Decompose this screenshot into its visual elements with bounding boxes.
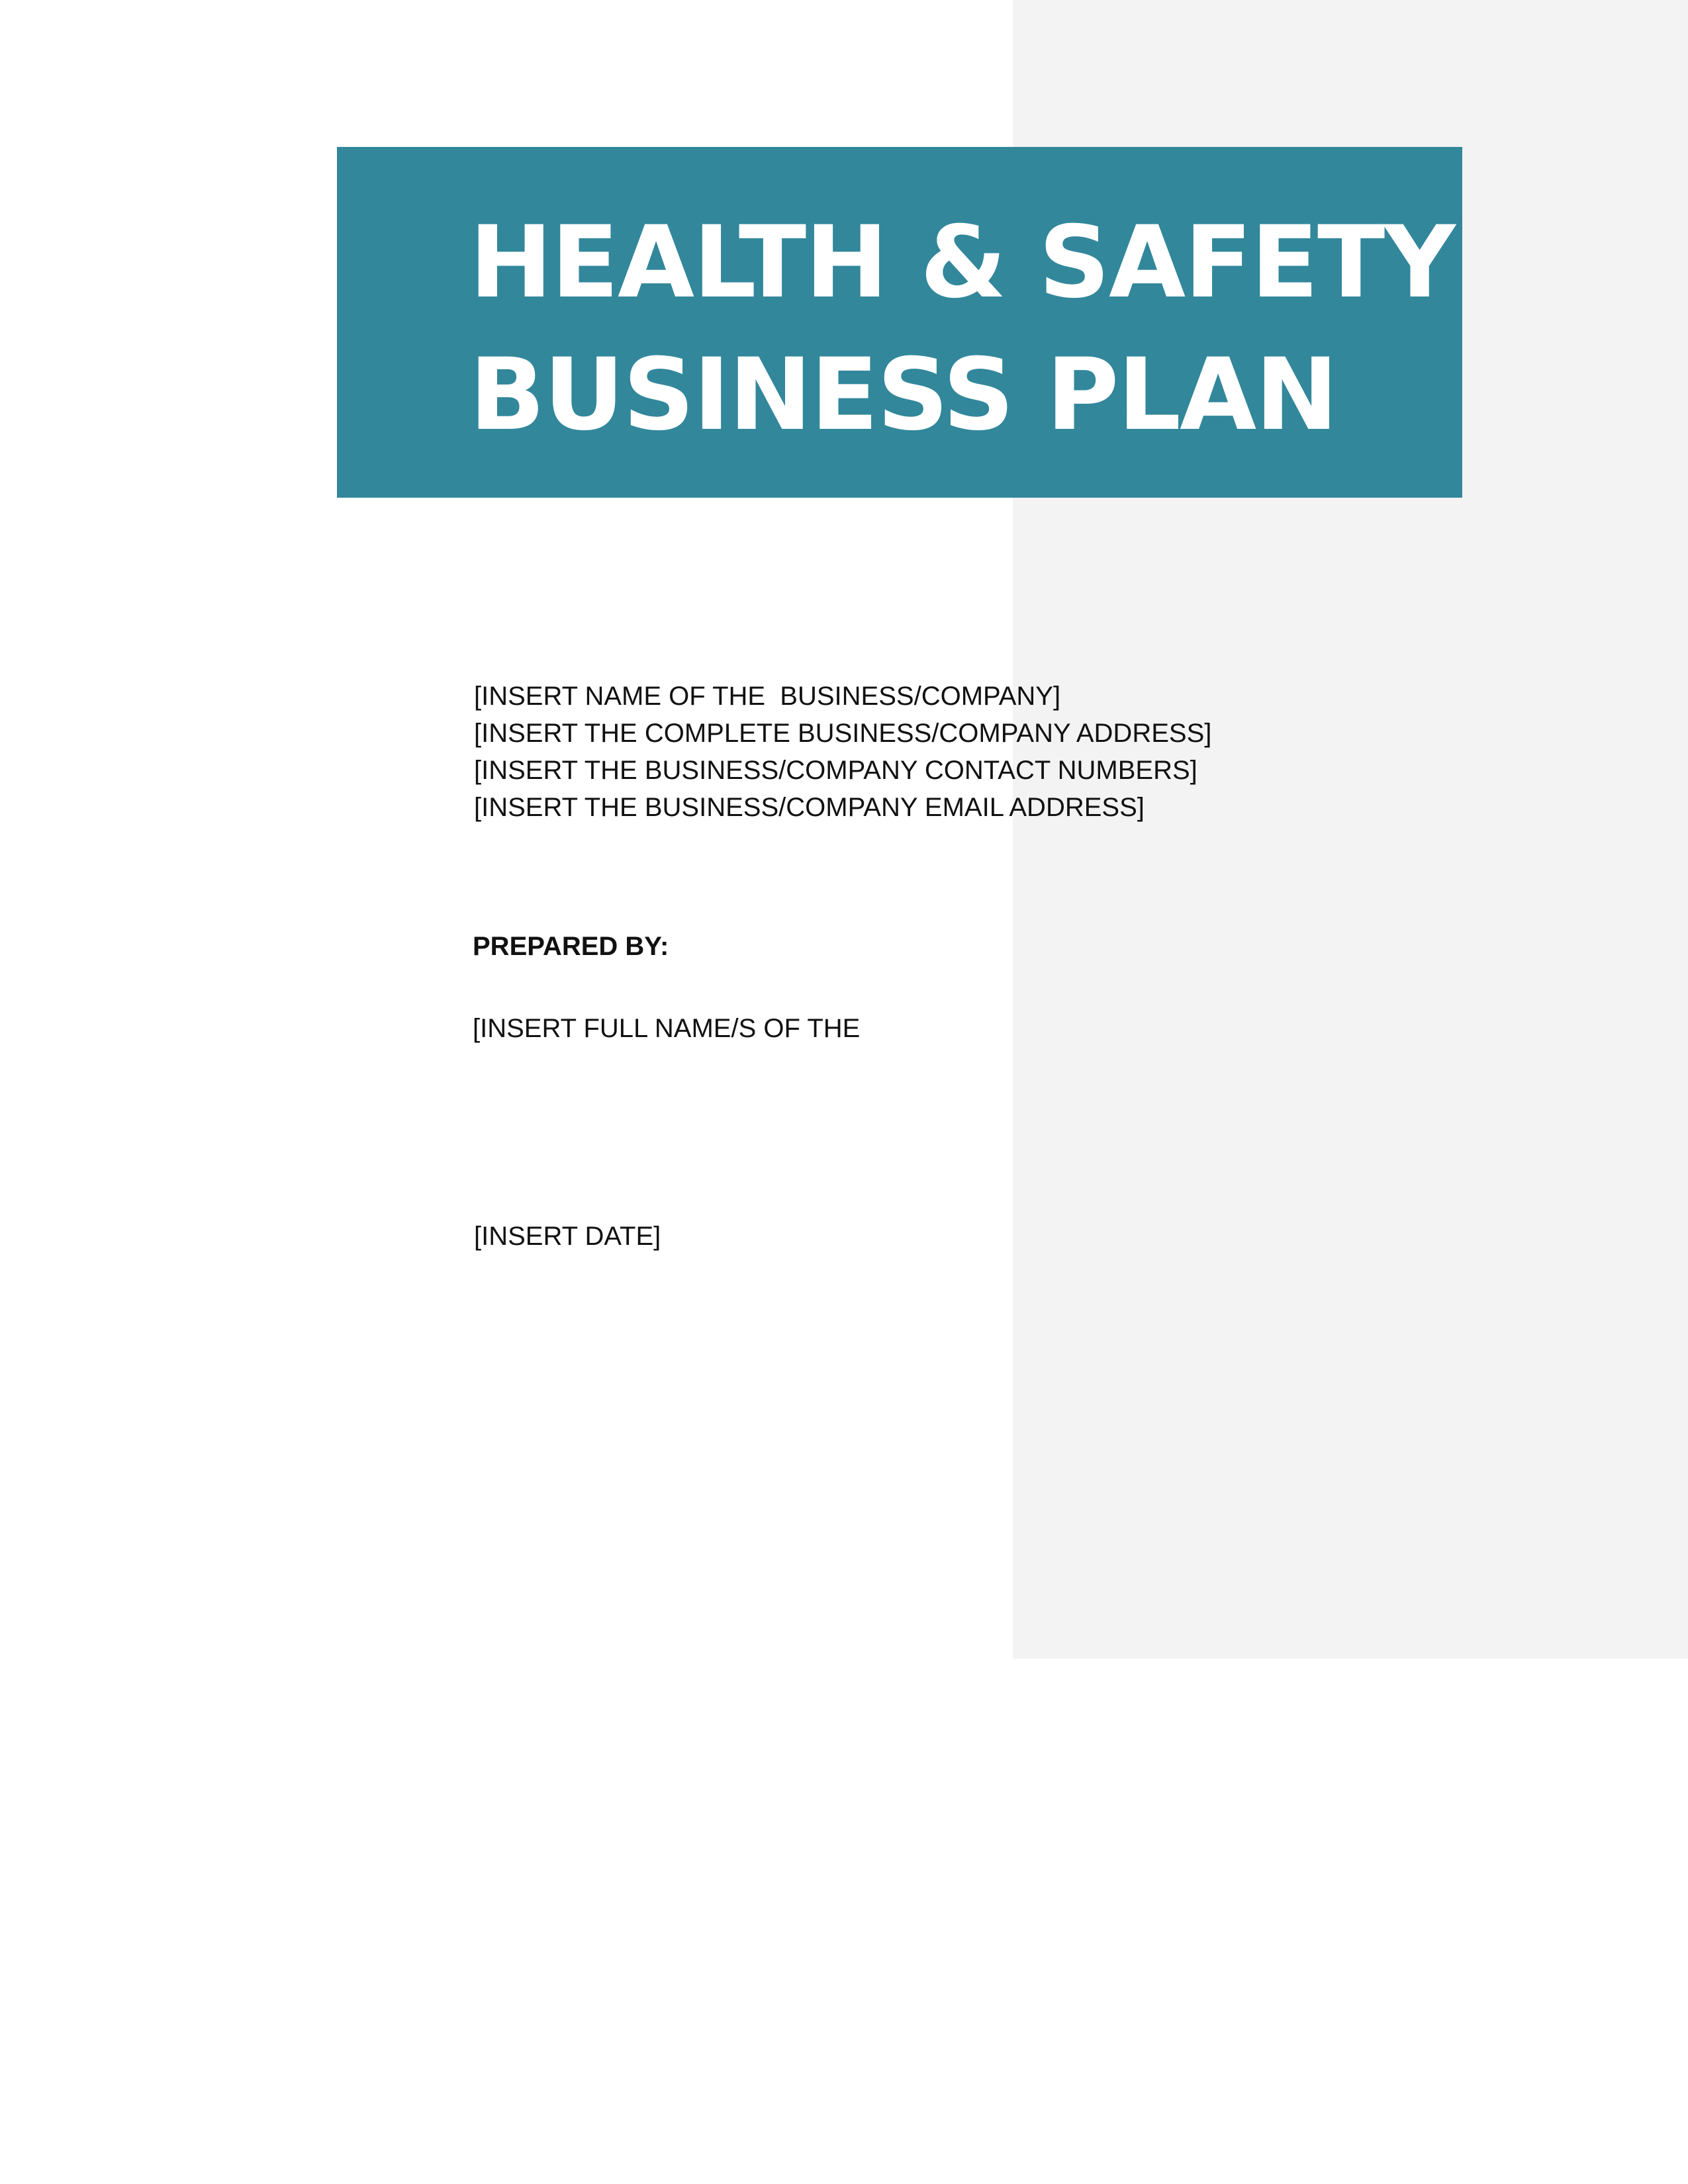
company-email-placeholder: [INSERT THE BUSINESS/COMPANY EMAIL ADDRESS] xyxy=(474,793,1145,822)
title-banner xyxy=(337,147,1462,498)
date-placeholder: [INSERT DATE] xyxy=(474,1222,661,1251)
document-title-line-2: BUSINESS PLAN xyxy=(469,338,1337,453)
prepared-by-placeholder: [INSERT FULL NAME/S OF THE xyxy=(473,1014,861,1043)
company-name-placeholder: [INSERT NAME OF THE BUSINESS/COMPANY] xyxy=(474,682,1061,711)
prepared-by-label: PREPARED BY: xyxy=(473,932,669,961)
company-contact-placeholder: [INSERT THE BUSINESS/COMPANY CONTACT NUMBERS] xyxy=(474,756,1197,785)
title-clip xyxy=(469,147,1462,453)
company-address-placeholder: [INSERT THE COMPLETE BUSINESS/COMPANY ADDRESS] xyxy=(474,719,1212,748)
document-title-line-1: HEALTH & SAFETY xyxy=(469,205,1454,320)
company-info-block xyxy=(474,678,1467,826)
